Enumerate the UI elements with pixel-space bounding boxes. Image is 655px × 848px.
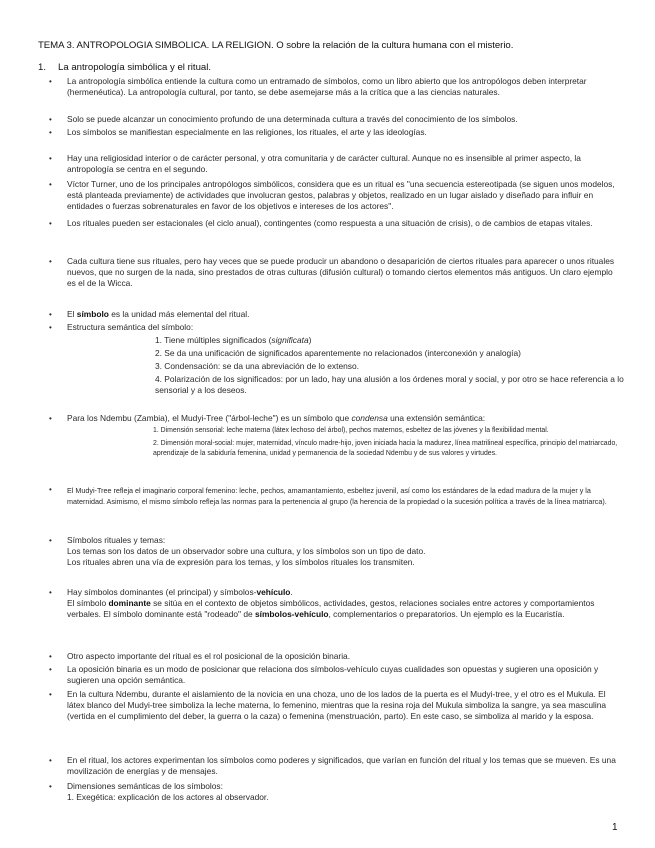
- paragraph-text: Estructura semántica del símbolo:: [67, 322, 194, 332]
- bullet-icon: •: [49, 665, 52, 674]
- list-item-italic: significata: [271, 335, 309, 345]
- paragraph-mudyi-tree: [49, 485, 627, 507]
- paragraph-line: Los rituales abren una vía de expresión para los temas, y los símbolos rituales los transmiten.: [67, 557, 415, 568]
- paragraph-text: Otro aspecto importante del ritual es el rol posicional de la oposición binaria.: [67, 651, 351, 661]
- paragraph-manifestacion: [49, 127, 617, 138]
- list-item: 4. Polarización de los significados: por un lado, hay una alusión a los órdenes moral y social, y por otro se hace referencia a lo sensorial y a los deseos.: [155, 374, 624, 396]
- document-title: TEMA 3. ANTROPOLOGIA SIMBOLICA. LA RELIGION. O sobre la relación de la cultura humana con el misterio.: [38, 40, 514, 51]
- paragraph-text: .: [290, 587, 293, 597]
- paragraph-keyword: dominante: [108, 598, 151, 609]
- paragraph-keyword: símbolos-vehículo: [254, 609, 329, 620]
- paragraph-text-c: una extensión semántica:: [387, 413, 486, 423]
- paragraph-text: El símbolo: [67, 598, 109, 609]
- bullet-icon: •: [49, 77, 52, 86]
- paragraph-line: Símbolos rituales y temas:: [67, 535, 166, 545]
- paragraph-tipos-rituales: [49, 218, 617, 229]
- list-item-text-a: 1. Tiene múltiples significados (: [155, 335, 272, 345]
- bullet-icon: •: [49, 652, 52, 661]
- paragraph-line: [67, 598, 617, 620]
- paragraph-line: 1. Exegética: explicación de los actores al observador.: [67, 792, 269, 803]
- paragraph-text: Solo se puede alcanzar un conocimiento profundo de una determinada cultura a través del conocimiento de los símbolos.: [67, 114, 518, 124]
- paragraph-rol-posicional: [49, 651, 617, 662]
- paragraph-text: En la cultura Ndembu, durante el aislamiento de la novicia en una choza, uno de los lados de la puerta es el Mudyi-tree, y el otro es el Mukula. El látex blanco del Mudyi-tree simboliza la leche materna, lo femenino, mientras que la resina roja del Mukula simboliza la sangre, ya sea masculina (vertida en el cumplimiento del deber, la guerra o la caza) o femenina (menstruación, parto). En este caso, se simboliza al marido y la esposa.: [67, 689, 607, 722]
- paragraph-text: Cada cultura tiene sus rituales, pero hay veces que se puede producir un abandono o desaparición de ciertos rituales para aparecer o unos rituales nuevos, que no surgen de la nada, sino prestados de otras culturas (difusión cultural) o tomando ciertos elementos más antiguos. Un claro ejemplo es el de la Wicca.: [67, 256, 615, 289]
- paragraph-text: Hay símbolos dominantes (el principal) y símbolos-: [67, 587, 257, 597]
- page-number: 1: [612, 822, 618, 833]
- paragraph-text-a: El: [67, 309, 77, 319]
- section-heading: [38, 62, 211, 74]
- paragraph-ndembu-novicia: [49, 689, 617, 722]
- paragraph-text: se sitúa en el contexto de objetos simbólicos, actividades, gestos, relaciones sociales entre actores y comportamientos verbales. El símbolo dominante está "rodeado" de: [67, 598, 595, 620]
- paragraph-dimensiones: [49, 781, 617, 803]
- bullet-icon: •: [49, 756, 52, 765]
- bullet-icon: •: [49, 690, 52, 699]
- paragraph-text: En el ritual, los actores experimentan los símbolos como poderes y significados, que varían en función del ritual y los temas que se mueven. Es una movilización de energías y de mensajes.: [67, 755, 616, 777]
- paragraph-conocimiento: [49, 114, 617, 125]
- paragraph-text: Los rituales pueden ser estacionales (el ciclo anual), contingentes (como respuesta a una situación de crisis), o de cambios de etapas vitales.: [67, 218, 593, 228]
- bullet-icon: •: [49, 323, 52, 332]
- list-item-text-c: ): [308, 335, 312, 345]
- paragraph-text: Víctor Turner, uno de los principales antropólogos simbólicos, considera que es un ritual es "una secuencia estereotipada (se siguen unos modelos, está planteada previamente) de actividades que involucran gestos, palabras y objetos, realizado en un lugar aislado y diseñado para influir en entidades o fuerzas sobrenaturales en favor de los objetivos e intereses de los actores".: [67, 179, 615, 212]
- paragraph-text-a: Para los Ndembu (Zambia), el Mudyi-Tree ("árbol-leche") es un símbolo que: [67, 413, 352, 423]
- section-number: 1.: [38, 62, 47, 73]
- bullet-icon: •: [49, 128, 52, 137]
- bullet-icon: •: [49, 536, 52, 545]
- bullet-icon: •: [49, 588, 52, 597]
- paragraph-oposicion-binaria: [49, 664, 617, 686]
- bullet-icon: •: [49, 219, 52, 228]
- bullet-icon: •: [49, 782, 52, 791]
- list-item: 2. Se da una unificación de significados aparentemente no relacionados (interconexión y analogía): [155, 348, 521, 358]
- paragraph-line: Dimensiones semánticas de los símbolos:: [67, 781, 223, 791]
- list-item: [155, 335, 625, 346]
- section-heading-text: La antropología simbólica y el ritual.: [58, 62, 212, 73]
- paragraph-italic: condensa: [351, 413, 388, 423]
- bullet-icon: •: [49, 485, 52, 494]
- bullet-icon: •: [49, 154, 52, 163]
- list-item: 2. Dimensión moral-social: mujer, maternidad, vínculo madre-hijo, joven iniciada hacia la madurez, línea matrilineal específica, principio del matriarcado, aprendizaje de la sabiduría femenina, unidad y permanencia de la sociedad Ndembu y de sus valores y virtudes.: [153, 440, 618, 458]
- list-item: 3. Condensación: se da una abreviación de lo extenso.: [155, 361, 359, 371]
- paragraph-text-c: es la unidad más elemental del ritual.: [108, 309, 250, 319]
- paragraph-keyword: vehículo: [256, 587, 291, 597]
- paragraph-text: La oposición binaria es un modo de posicionar que relaciona dos símbolos-vehículo cuyas cualidades son opuestas y sugieren una oposición y sugieren una opción semántica.: [67, 664, 599, 686]
- paragraph-turner: [49, 179, 617, 212]
- bullet-icon: •: [49, 310, 52, 319]
- paragraph-text: Hay una religiosidad interior o de carácter personal, y otra comunitaria y de carácter cultural. Aunque no es insensible al primer aspecto, la antropología se centra en el segundo.: [67, 153, 581, 175]
- paragraph-religiosidad: [49, 153, 617, 175]
- paragraph-text: , complementarios o preparatorios. Un ejemplo es la Eucaristía.: [328, 609, 565, 620]
- paragraph-simbolo-unidad: [49, 309, 617, 320]
- paragraph-estructura: [49, 322, 617, 333]
- paragraph-dominantes: [49, 587, 617, 620]
- paragraph-text: Los símbolos se manifiestan especialmente en las religiones, los rituales, el arte y las ideologías.: [67, 127, 427, 137]
- paragraph-ndembu: [49, 413, 617, 424]
- paragraph-actores: [49, 755, 617, 777]
- paragraph-text: El Mudyi-Tree refleja el imaginario corporal femenino: leche, pechos, amamantamiento, esbeltez juvenil, así como los estándares de la edad madura de la mujer y la maternidad. Asimismo, el mismo símbolo refleja las normas para la pertenencia al grupo (la herencia de la propiedad o la sucesión política a través de la línea matriarca).: [67, 486, 607, 506]
- paragraph-line: [67, 587, 617, 598]
- bullet-icon: •: [49, 180, 52, 189]
- paragraph-keyword: símbolo: [76, 309, 109, 319]
- list-item: 1. Dimensión sensorial: leche materna (látex lechoso del árbol), pechos maternos, esbeltez de las jóvenes y la flexibilidad mental.: [153, 427, 549, 434]
- bullet-icon: •: [49, 257, 52, 266]
- paragraph-cultura-simbolos: [49, 76, 617, 98]
- paragraph-text: La antropología simbólica entiende la cultura como un entramado de símbolos, como un libro abierto que los antropólogos deben interpretar (hermenéutica). La antropología cultural, por tanto, se debe asemejarse más a la crítica que a las ciencias naturales.: [67, 76, 587, 98]
- paragraph-cultura-rituales: [49, 256, 617, 289]
- paragraph-simbolos-temas: [49, 535, 617, 568]
- bullet-icon: •: [49, 115, 52, 124]
- paragraph-line: Los temas son los datos de un observador sobre una cultura, y los símbolos son un tipo de dato.: [67, 546, 426, 557]
- bullet-icon: •: [49, 414, 52, 423]
